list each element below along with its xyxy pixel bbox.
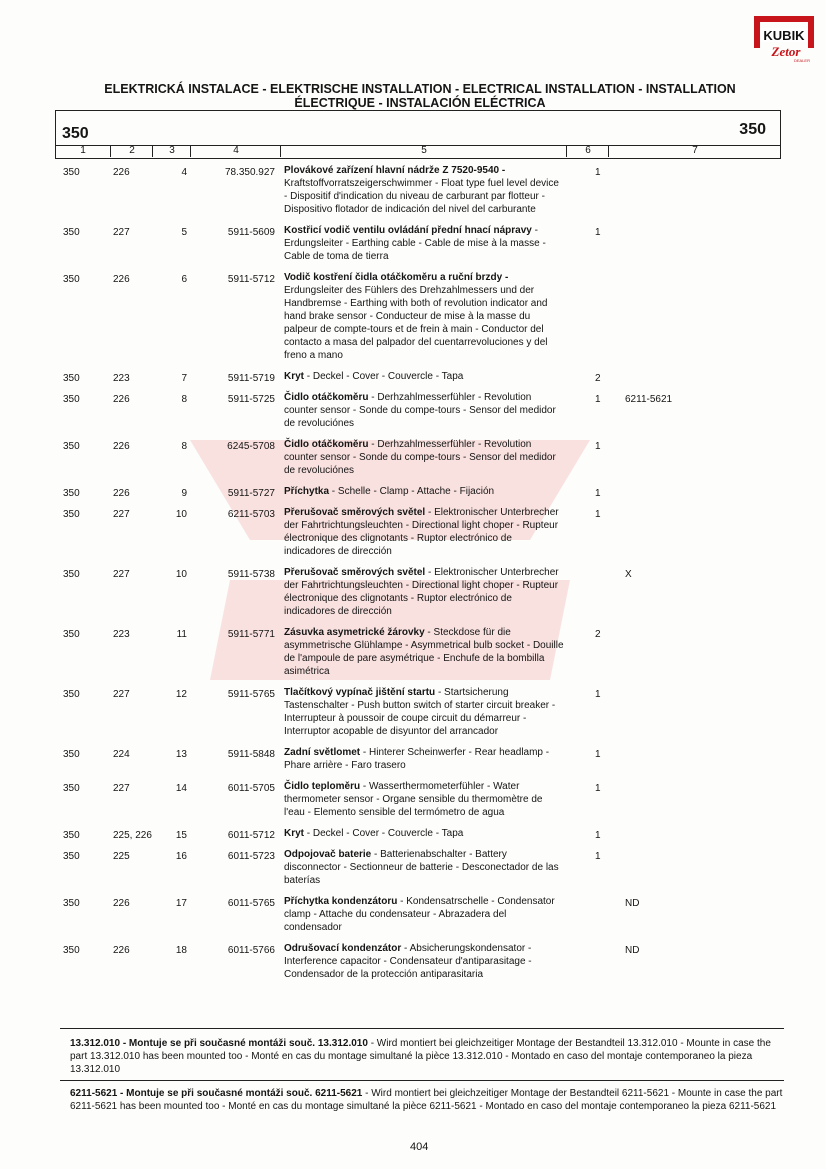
col-description [284,506,564,558]
col-description [284,271,564,362]
description-title: Čidlo teploměru [284,781,361,792]
col-figure: 227 [113,569,130,580]
col-position: 14 [175,783,187,794]
col-group: 350 [63,509,80,520]
col-group: 350 [63,898,80,909]
col-part-number: 5911-5712 [227,274,275,285]
col-position: 7 [181,373,187,384]
table-row [55,827,779,840]
description-title: Plovákové zařízení hlavní nádrže Z 7520-9540 - [284,165,506,176]
col-position: 13 [175,749,187,760]
col-position: 8 [181,394,187,405]
col-figure: 226 [113,898,130,909]
col-quantity: 1 [595,783,601,794]
footnote-1 [70,1037,785,1076]
col-header-7: 7 [608,145,781,157]
col-description [284,164,564,216]
col-position: 9 [181,488,187,499]
col-header-6: 6 [566,145,609,157]
table-row [55,780,779,819]
col-part-number: 5911-5725 [227,394,275,405]
table-row [55,438,779,477]
table-row [55,164,779,216]
title-line-2: ÉLECTRIQUE - INSTALACIÓN ELÉCTRICA [294,96,546,110]
col-part-number: 5911-5727 [227,488,275,499]
col-description [284,686,564,738]
col-quantity: 1 [595,394,601,405]
col-part-number: 78.350.927 [224,167,275,178]
col-group: 350 [63,749,80,760]
description-text: Kraftstoffvorratszeigerschwimmer - Float type fuel level device - Dispositif d'indication du niveau de carburant par flotteur - Dispositivo flotador de indicación del nivel del carburante [284,178,559,215]
col-header-5: 5 [280,145,567,157]
col-header-4: 4 [190,145,281,157]
col-quantity: 1 [595,167,601,178]
col-figure: 227 [113,509,130,520]
col-description [284,485,564,498]
col-description [284,942,564,981]
col-quantity: 1 [595,689,601,700]
table-row [55,506,779,558]
description-text: Erdungsleiter des Fühlers des Drehzahlmessers und der Handbremse - Earthing with both of revolution indicator and hand brake sensor - Conducteur de mise à la masse du palpeur de compte-tours et de frein à main - Conductor del contacto a masa del palpador del cuentarrevoluciones y del freno a mano [284,285,548,361]
description-title: Tlačítkový vypínač jištění startu [284,687,436,698]
col-figure: 227 [113,783,130,794]
col-header-1: 1 [80,145,86,156]
description-text: - Batterienabschalter - Battery disconnector - Sectionneur de batterie - Desconectador de las baterías [284,849,559,886]
col-figure: 227 [113,227,130,238]
description-title: Čidlo otáčkoměru [284,392,369,403]
col-part-number: 6245-5708 [227,441,275,452]
table-row [55,391,779,430]
table-row [55,485,779,498]
col-quantity: 2 [595,373,601,384]
col-description [284,566,564,618]
description-title: Přerušovač směrových světel [284,567,426,578]
col-position: 6 [181,274,187,285]
page-title [60,82,780,110]
col-group: 350 [63,227,80,238]
description-title: Přerušovač směrových světel [284,507,426,518]
table-row [55,566,779,618]
col-description [284,438,564,477]
col-figure: 227 [113,689,130,700]
col-description [284,370,564,383]
col-group: 350 [63,569,80,580]
table-row [55,895,779,934]
col-group: 350 [63,783,80,794]
footnote-1-bold: 13.312.010 - Montuje se při současné montáži souč. 13.312.010 [70,1038,368,1049]
table-row [55,370,779,383]
col-figure: 226 [113,441,130,452]
table-row [55,224,779,263]
parts-table [55,164,779,989]
description-text: - Startsicherung Tastenschalter - Push button switch of starter circuit breaker - Interrupteur à poussoir de coupe circuit du démarreur - Interruptor acopable de disyuntor del arrancador [284,687,556,737]
col-group: 350 [63,167,80,178]
col-part-number: 5911-5771 [227,629,275,640]
col-part-number: 5911-5738 [227,569,275,580]
footnote-divider-2 [60,1080,784,1081]
col-figure: 225 [113,851,130,862]
col-position: 18 [175,945,187,956]
col-description [284,224,564,263]
col-group: 350 [63,441,80,452]
col-group: 350 [63,394,80,405]
col-position: 4 [181,167,187,178]
col-group: 350 [63,629,80,640]
table-row [55,626,779,678]
description-text: - Absicherungskondensator - Interference capacitor - Condensateur d'antiparasitage - Condensador de la protección antiparasitaria [284,943,532,980]
col-position: 10 [175,509,187,520]
col-position: 15 [175,830,187,841]
description-text: - Erdungsleiter - Earthing cable - Cable de mise à la masse - Cable de toma de tierra [284,225,546,262]
footnote-2-bold: 6211-5621 - Montuje se při současné montáži souč. 6211-5621 [70,1088,363,1099]
description-title: Kryt [284,828,305,839]
col-note: ND [625,945,640,956]
description-text: - Steckdose für die asymmetrische Glühlampe - Asymmetrical bulb socket - Douille de l'ampoule de pare asymétrique - Enchufe de la bombilla asimétrica [284,627,564,677]
col-position: 17 [175,898,187,909]
table-row [55,271,779,362]
col-note: 6211-5621 [625,394,673,405]
title-line-1: ELEKTRICKÁ INSTALACE - ELEKTRISCHE INSTALLATION - ELECTRICAL INSTALLATION - INSTALLATION [104,82,736,96]
col-description [284,391,564,430]
description-title: Příchytka kondenzátoru [284,896,398,907]
description-title: Kryt [284,371,305,382]
col-note: X [625,569,632,580]
col-quantity: 2 [595,629,601,640]
col-quantity: 1 [595,488,601,499]
col-part-number: 6011-5705 [227,783,275,794]
col-figure: 223 [113,629,130,640]
page-number: 404 [410,1141,429,1153]
description-text: - Wasserthermometerfühler - Water thermometer sensor - Organe sensible du thermomètre de l'eau - Elemento sensible del termómetro de agua [284,781,543,818]
table-row [55,686,779,738]
description-text: - Derhzahlmesserfühler - Revolution counter sensor - Sonde du compe-tours - Sensor del medidor de revoluciónes [284,392,556,429]
col-group: 350 [63,274,80,285]
col-quantity: 1 [595,441,601,452]
description-text: - Schelle - Clamp - Attache - Fijación [329,486,495,497]
description-title: Odrušovací kondenzátor [284,943,402,954]
description-title: Vodič kostření čidla otáčkoměru a ruční brzdy - [284,272,509,283]
description-text: - Derhzahlmesserfühler - Revolution counter sensor - Sonde du compe-tours - Sensor del medidor de revoluciónes [284,439,556,476]
col-part-number: 6011-5723 [227,851,275,862]
brand-logo [752,14,816,64]
col-group: 350 [63,689,80,700]
description-text: - Kondensatrschelle - Condensator clamp - Attache du condensateur - Abrazadera del condensador [284,896,555,933]
col-quantity: 1 [595,851,601,862]
col-description [284,780,564,819]
col-position: 11 [176,629,187,640]
col-header-2: 2 [110,145,153,157]
col-figure: 226 [113,274,130,285]
col-position: 8 [181,441,187,452]
col-position: 12 [175,689,187,700]
description-title: Odpojovač baterie [284,849,372,860]
description-title: Příchytka [284,486,330,497]
col-figure: 226 [113,394,130,405]
col-description [284,895,564,934]
col-position: 10 [175,569,187,580]
col-part-number: 5911-5609 [227,227,275,238]
col-description [284,848,564,887]
col-figure: 226 [113,488,130,499]
col-quantity: 1 [595,509,601,520]
col-group: 350 [63,945,80,956]
col-part-number: 5911-5848 [227,749,275,760]
col-figure: 226 [113,167,130,178]
col-part-number: 6011-5712 [227,830,275,841]
col-figure: 224 [113,749,130,760]
col-description [284,746,564,772]
description-text: - Deckel - Cover - Couvercle - Tapa [304,371,464,382]
col-description [284,827,564,840]
footnote-2 [70,1087,785,1113]
logo-tag-text: DEALER [793,58,811,63]
col-group: 350 [63,373,80,384]
footnote-divider-1 [60,1028,784,1029]
table-row [55,848,779,887]
col-group: 350 [63,488,80,499]
col-group: 350 [63,830,80,841]
description-text: - Hinterer Scheinwerfer - Rear headlamp - Phare arrière - Faro trasero [284,747,550,771]
footnote-1-text: - Wird montiert bei gleichzeitiger Montage der Bestandteil 13.312.010 - Mounte in case the part 13.312.010 has been mounted too - Monté en cas du montage simultané la pièce 13.312.010 - Montado en caso del montaje contemporaneo la pieza 13.312.010 [70,1038,771,1075]
description-text: - Elektronischer Unterbrecher der Fahrtrichtungsleuchten - Directional light choper - Rupteur électronique des clignotants - Ruptor electrónico de indicadores de dirección [284,507,559,557]
description-text: - Deckel - Cover - Couvercle - Tapa [304,828,464,839]
footnote-2-text: - Wird montiert bei gleichzeitiger Montage der Bestandteil 6211-5621 - Mounte in case the part 6211-5621 has been mounted too - Monté en cas du montage simultané la pièce 6211-5621 - Montado en caso del montaje contemporaneo la pieza 6211-5621 [70,1088,783,1112]
logo-brand-text: KUBIK [763,28,805,43]
col-part-number: 5911-5765 [227,689,275,700]
column-header-row [55,145,781,159]
description-title: Čidlo otáčkoměru [284,439,369,450]
col-description [284,626,564,678]
col-part-number: 6211-5703 [227,509,275,520]
col-figure: 225, 226 [113,830,152,841]
col-group: 350 [63,851,80,862]
col-header-3: 3 [152,145,191,157]
description-title: Kostřicí vodič ventilu ovládání přední hnací nápravy [284,225,532,236]
col-figure: 223 [113,373,130,384]
col-part-number: 5911-5719 [227,373,275,384]
description-title: Zadní světlomet [284,747,361,758]
col-position: 5 [181,227,187,238]
description-title: Zásuvka asymetrické žárovky [284,627,425,638]
col-quantity: 1 [595,830,601,841]
col-quantity: 1 [595,227,601,238]
col-position: 16 [175,851,187,862]
table-row [55,746,779,772]
col-part-number: 6011-5766 [227,945,275,956]
table-row [55,942,779,981]
col-quantity: 1 [595,749,601,760]
group-number-right: 350 [739,121,766,138]
col-note: ND [625,898,640,909]
col-part-number: 6011-5765 [227,898,275,909]
group-number-left: 350 [62,125,89,142]
logo-sub-text: Zetor [771,44,801,59]
col-figure: 226 [113,945,130,956]
description-text: - Elektronischer Unterbrecher der Fahrtrichtungsleuchten - Directional light choper - Rupteur électronique des clignotants - Ruptor electrónico de indicadores de dirección [284,567,559,617]
